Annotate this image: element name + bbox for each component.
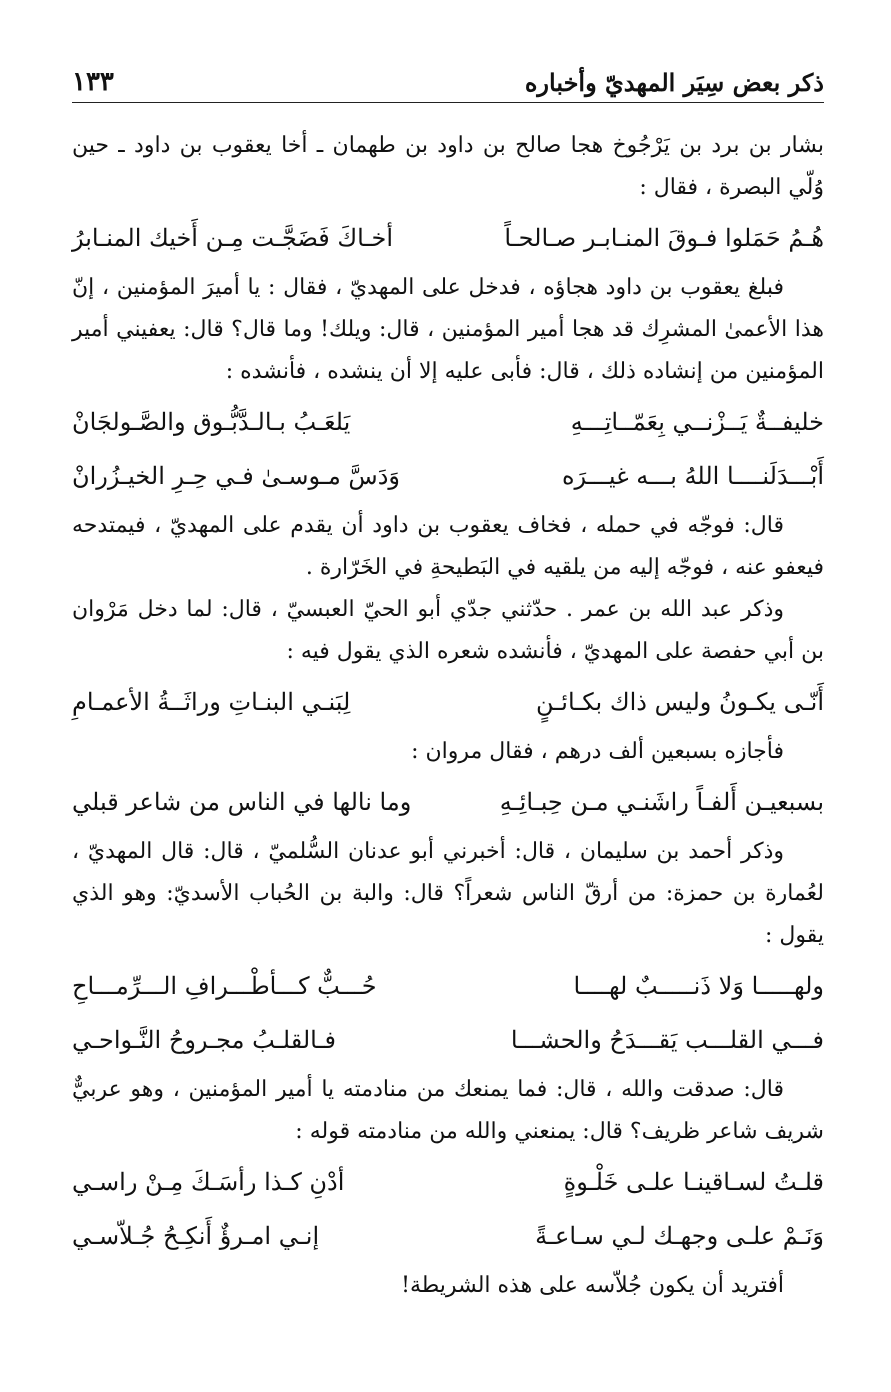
verse-first-hemistich: أَنّـى يكـونُ وليس ذاك بكـائـنٍ <box>535 688 824 716</box>
running-title: ذكر بعض سِيَر المهديّ وأخباره <box>524 67 824 97</box>
verse-second-hemistich: إنـي امـرؤٌ أَنكِـحُ جُـلاّسـي <box>72 1222 320 1250</box>
verse-second-hemistich: لِبَنـي البنـاتِ وراثَــةُ الأعمـامِ <box>72 688 351 716</box>
verse-first-hemistich: خليفــةٌ يَــزْنــي بِعَمّــاتِـــهِ <box>570 408 824 436</box>
verse-line <box>72 1015 824 1065</box>
page-number: ١٣٣ <box>72 67 114 97</box>
verse-first-hemistich: بسبعيـن أَلفـاً راشَنـي مـن حِبـائِـهِ <box>499 788 824 816</box>
verse-second-hemistich: وما نالها في الناس من شاعر قبلي <box>72 788 412 816</box>
paragraph: فأجازه بسبعين ألف درهم ، فقال مروان : <box>411 739 784 764</box>
running-header <box>72 62 824 103</box>
verse-first-hemistich: فـــي القلـــب يَقـــدَحُ والحشـــا <box>510 1026 824 1054</box>
verse-first-hemistich: هُـمُ حَمَلوا فـوقَ المنـابـر صـالحـاً <box>504 224 824 252</box>
paragraph: بشار بن برد بن يَرْجُوخ هجا صالح بن داود بن طهمان ـ أخا يعقوب بن داود ـ حين وُلّي البصرة ، فقال : <box>72 133 824 200</box>
verse-second-hemistich: أدْنِ كـذا رأسَـكَ مِـنْ راسـي <box>72 1168 345 1196</box>
verse-line <box>72 1157 824 1207</box>
verse-line <box>72 451 824 501</box>
verse-line <box>72 677 824 727</box>
paragraph: أفتريد أن يكون جُلاّسه على هذه الشريطة! <box>401 1273 784 1298</box>
paragraph: وذكر عبد الله بن عمر . حدّثني جدّي أبو الحيّ العبسيّ ، قال: لما دخل مَرْوان بن أبي حفصة على المهديّ ، فأنشده شعره الذي يقول فيه : <box>72 597 824 664</box>
verse-line <box>72 777 824 827</box>
paragraph: فبلغ يعقوب بن داود هجاؤه ، فدخل على المهديّ ، فقال : يا أميرَ المؤمنين ، إنّ هذا الأعمىٰ المشرِك قد هجا أمير المؤمنين ، قال: ويلك! وما قال؟ قال: يعفيني أمير المؤمنين من إنشاده ذلك ، قال: فأبى عليه إلا أن ينشده ، فأنشده : <box>72 275 824 384</box>
verse-line <box>72 213 824 263</box>
verse-first-hemistich: وَنَـمْ علـى وجهـك لـي سـاعـةً <box>535 1222 824 1250</box>
verse-second-hemistich: فـالقلـبُ مجـروحُ النَّـواحـي <box>72 1026 336 1054</box>
page-body <box>72 125 824 1307</box>
verse-second-hemistich: يَلعَـبُ بـالـدَّبُّـوق والصَّـولجَانْ <box>72 408 351 436</box>
paragraph: قال: صدقت والله ، قال: فما يمنعك من منادمته يا أمير المؤمنين ، وهو عربيٌّ شريف شاعر ظريف؟ قال: يمنعني والله من منادمته قوله : <box>72 1077 824 1144</box>
verse-second-hemistich: أخـاكَ فَضَجَّـت مِـن أَخيك المنـابرُ <box>72 224 394 252</box>
paragraph: قال: فوجّه في حمله ، فخاف يعقوب بن داود أن يقدم على المهديّ ، فيمتدحه فيعفو عنه ، فوجّه إليه من يلقيه في البَطيحةِ في الخَرّارة . <box>72 513 824 580</box>
verse-second-hemistich: وَدَسَّ مـوسـىٰ فـي حِـرِ الخيـزُرانْ <box>72 462 401 490</box>
verse-first-hemistich: أَبْـــدَلَنــــا اللهُ بـــه غيـــرَه <box>561 462 824 490</box>
verse-second-hemistich: حُـــبٌّ كـــأطْـــرافِ الـــرِّمـــاحِ <box>72 972 377 1000</box>
verse-line <box>72 1211 824 1261</box>
verse-first-hemistich: ولهـــــا وَلا ذَنـــــبٌ لهــــا <box>573 972 824 1000</box>
verse-line <box>72 961 824 1011</box>
paragraph: وذكر أحمد بن سليمان ، قال: أخبرني أبو عدنان السُّلميّ ، قال: قال المهديّ ، لعُمارة بن حمزة: من أرقّ الناس شعراً؟ قال: والبة بن الحُباب الأسديّ: وهو الذي يقول : <box>72 839 824 948</box>
verse-first-hemistich: قلـتُ لسـاقينـا علـى خَلْـوةٍ <box>563 1168 824 1196</box>
verse-line <box>72 397 824 447</box>
